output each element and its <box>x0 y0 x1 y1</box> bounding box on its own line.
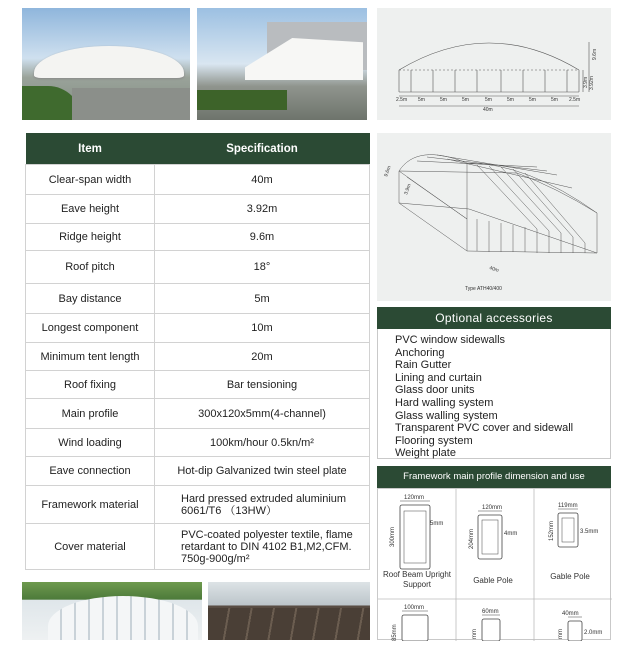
list-item: PVC window sidewalls <box>395 334 506 346</box>
list-item: Hard walling system <box>395 396 494 409</box>
profile-thickness-label: 3.5mm <box>580 529 599 535</box>
item-cell: Ridge height <box>26 224 155 251</box>
list-item: Anchoring <box>395 346 445 359</box>
bay-label: 5m <box>485 97 492 103</box>
item-cell: Eave connection <box>26 457 155 486</box>
table-row <box>26 314 370 343</box>
value-cell: 18° <box>155 251 370 284</box>
item-cell: Framework material <box>26 486 155 524</box>
profile-width-label: 119mm <box>558 503 578 509</box>
elevation-drawing <box>377 8 611 120</box>
item-cell: Cover material <box>26 524 155 570</box>
profile-height-label: mm <box>558 629 564 639</box>
profile-caption: Gable Pole <box>473 576 513 585</box>
profile-caption: Roof Beam Upright Support <box>382 570 452 589</box>
list-item: Weight plate <box>395 447 456 460</box>
profile-height-label: 85mm <box>392 624 398 641</box>
item-cell: Longest component <box>26 314 155 343</box>
table-header-row <box>26 133 370 165</box>
profile-height-label: mm <box>472 629 478 639</box>
item-cell: Clear-span width <box>26 165 155 195</box>
tent-photo-exterior-1 <box>22 8 190 120</box>
value-cell: 10m <box>155 314 370 343</box>
eave-height-label: 3.9m <box>583 76 589 88</box>
tent-dome <box>48 596 198 640</box>
profile-width-label: 100mm <box>404 605 425 611</box>
isometric-drawing <box>377 133 611 301</box>
item-cell: Eave height <box>26 195 155 224</box>
profiles-drawing <box>378 489 612 641</box>
table-row <box>26 457 370 486</box>
profiles-title: Framework main profile dimension and use <box>377 466 611 488</box>
list-item: Transparent PVC cover and sidewall <box>395 422 574 435</box>
bay-label: 2.5m <box>396 97 408 103</box>
column-header-item: Item <box>26 133 155 165</box>
item-cell: Main profile <box>26 399 155 429</box>
profiles-grid <box>377 488 611 640</box>
ridge-height-label: 9.6m <box>592 48 598 60</box>
item-cell: Roof fixing <box>26 371 155 399</box>
iso-length-label: 40m <box>488 265 500 274</box>
road <box>72 88 190 120</box>
profile-caption: Gable Pole <box>550 572 590 581</box>
value-cell: Hot-dip Galvanized twin steel plate <box>155 457 370 486</box>
bay-label: 2.5m <box>569 97 581 103</box>
value-cell: 5m <box>155 284 370 314</box>
list-item: Rain Gutter <box>395 359 452 372</box>
value-cell: PVC-coated polyester textile, flame retardant to DIN 4102 B1,M2,CFM. 750g-900g/m² <box>155 524 370 570</box>
profile-width-label: 120mm <box>482 505 503 511</box>
profile-height-label: 204mm <box>469 528 475 549</box>
tent-photo-interior <box>208 582 370 640</box>
item-cell: Wind loading <box>26 429 155 457</box>
column-header-specification: Specification <box>155 133 370 165</box>
profile-width-label: 40mm <box>562 611 579 617</box>
profile-width-label: 120mm <box>404 495 425 501</box>
profile-thickness-label: 4mm <box>504 531 518 537</box>
elevation-drawing-panel <box>377 8 611 120</box>
list-item: Glass walling system <box>395 409 498 422</box>
interior-floor <box>208 608 370 640</box>
value-cell: 300x120x5mm(4-channel) <box>155 399 370 429</box>
profile-thickness-label: 5mm <box>430 521 444 527</box>
table-row <box>26 429 370 457</box>
bay-label: 5m <box>529 97 536 103</box>
drawing-type-label: Type ATH40/400 <box>465 286 502 292</box>
tent-roof <box>34 46 184 78</box>
item-cell: Minimum tent length <box>26 343 155 371</box>
table-row <box>26 165 370 195</box>
profile-thickness-label: 2.0mm <box>584 630 603 636</box>
bay-label: 5m <box>418 97 425 103</box>
profile-height-label: 152mm <box>549 520 555 541</box>
list-item: Flooring system <box>395 434 473 447</box>
item-cell: Bay distance <box>26 284 155 314</box>
isometric-drawing-panel <box>377 133 611 301</box>
value-cell: Hard pressed extruded aluminium 6061/T6 （13HW） <box>155 486 370 524</box>
tent-photo-dome <box>22 582 202 640</box>
value-cell: Bar tensioning <box>155 371 370 399</box>
value-cell: 20m <box>155 343 370 371</box>
eave-height-label: 3.92m <box>589 76 595 90</box>
tent-photo-exterior-2 <box>197 8 367 120</box>
table-row <box>26 399 370 429</box>
table-row <box>26 343 370 371</box>
tent-roof <box>245 38 363 80</box>
list-item: Lining and curtain <box>395 371 482 384</box>
table-row <box>26 251 370 284</box>
accessories-list <box>395 334 573 460</box>
value-cell: 40m <box>155 165 370 195</box>
bay-label: 5m <box>507 97 514 103</box>
profile-width-label: 60mm <box>482 609 499 615</box>
list-item: Glass door units <box>395 384 475 397</box>
bay-label: 5m <box>462 97 469 103</box>
iso-eave-label: 3.9m <box>403 183 413 196</box>
accessories-title: Optional accessories <box>377 307 611 329</box>
total-width-label: 40m <box>483 107 493 113</box>
table-row <box>26 486 370 524</box>
profile-height-label: 300mm <box>390 526 396 547</box>
value-cell: 9.6m <box>155 224 370 251</box>
bay-label: 5m <box>440 97 447 103</box>
table-row <box>26 195 370 224</box>
specification-table <box>25 133 370 570</box>
table-row <box>26 224 370 251</box>
hedge <box>197 90 287 110</box>
iso-height-label: 9.6m <box>383 165 393 178</box>
item-cell: Roof pitch <box>26 251 155 284</box>
bay-label: 5m <box>551 97 558 103</box>
value-cell: 3.92m <box>155 195 370 224</box>
value-cell: 100km/hour 0.5kn/m² <box>155 429 370 457</box>
table-row <box>26 524 370 570</box>
table-row <box>26 284 370 314</box>
table-row <box>26 371 370 399</box>
